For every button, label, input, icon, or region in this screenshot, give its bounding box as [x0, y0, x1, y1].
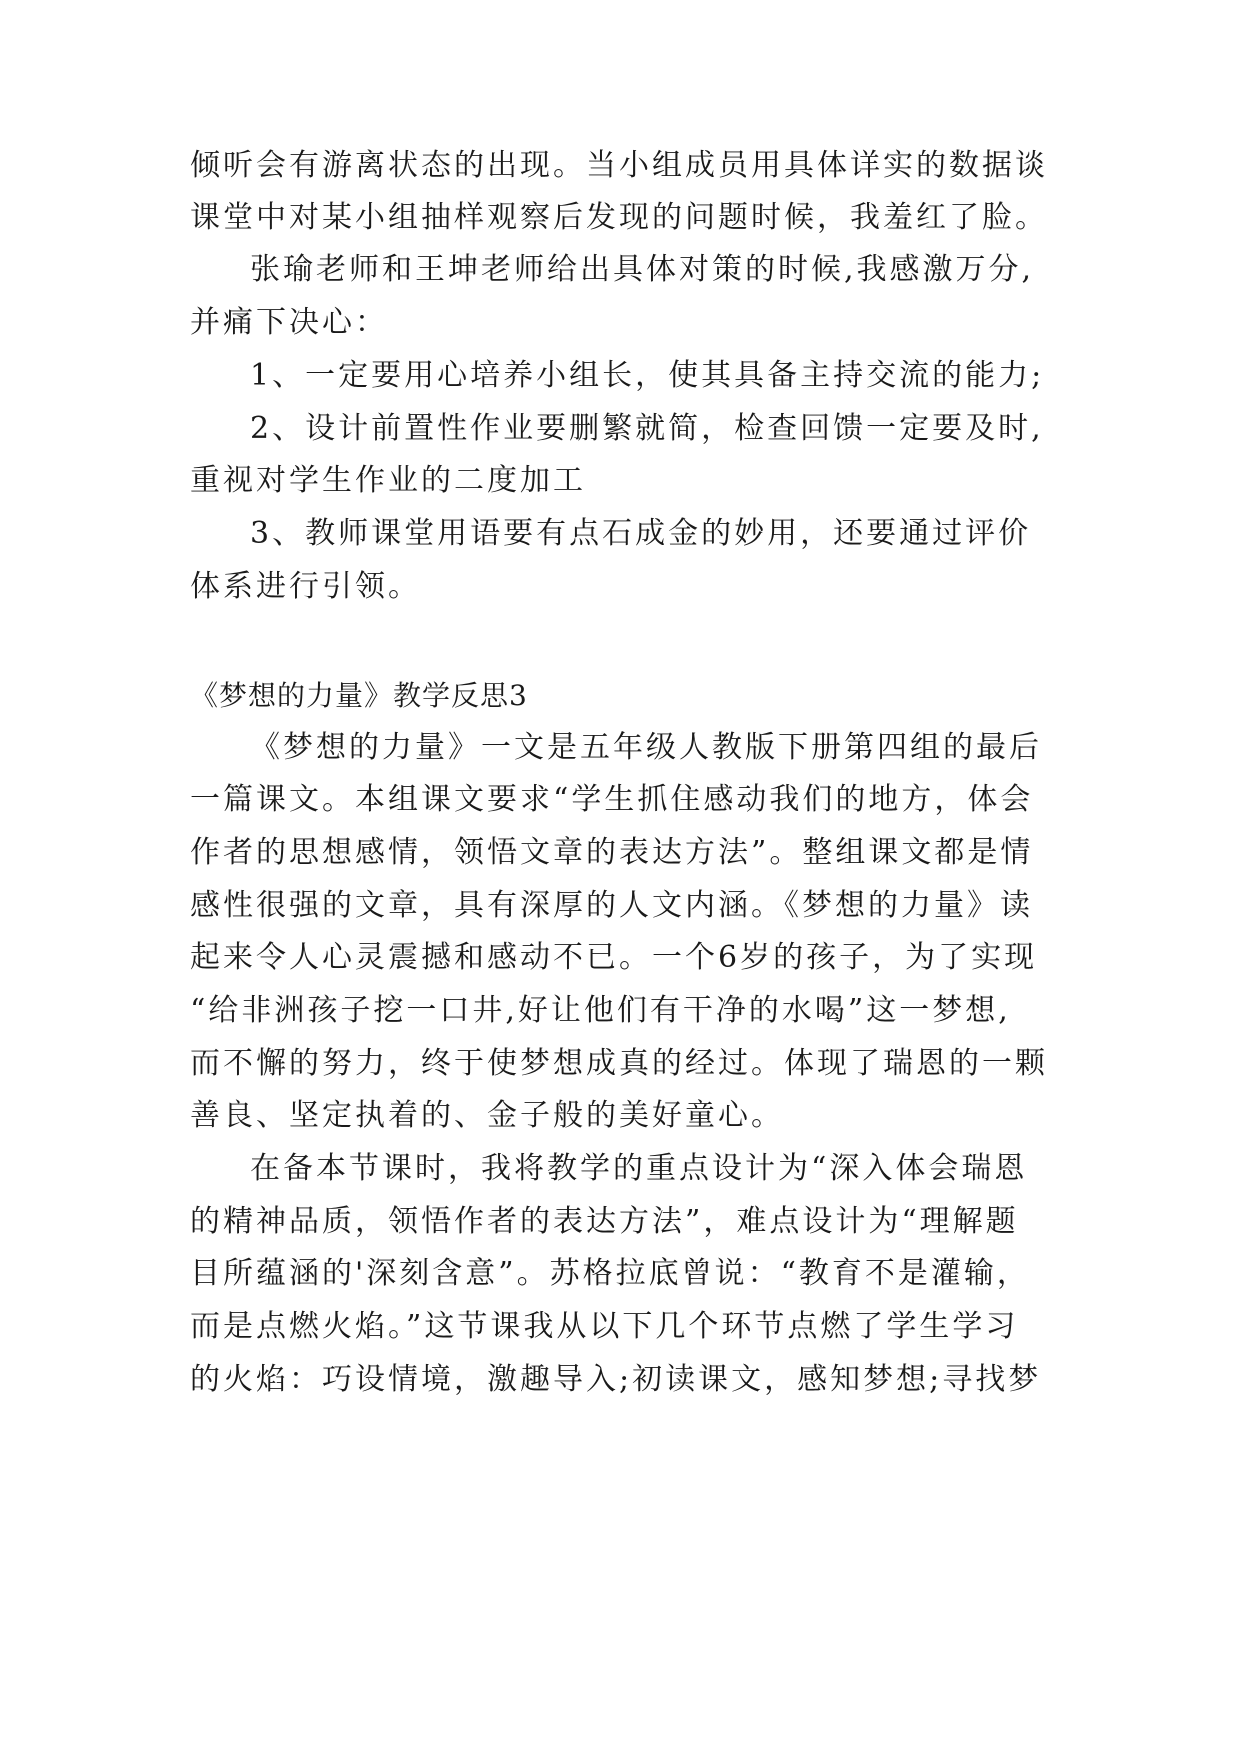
paragraph-line: 《梦想的力量》一文是五年级人教版下册第四组的最后 — [250, 730, 1042, 765]
paragraph-line: 张瑜老师和王坤老师给出具体对策的时候,我感激万分, — [250, 252, 1035, 287]
list-item-2: 2、设计前置性作业要删繁就简，检查回馈一定要及时, — [250, 411, 1044, 446]
paragraph-line: 的精神品质，领悟作者的表达方法”，难点设计为“理解题 — [190, 1204, 1019, 1239]
paragraph-line: 目所蕴涵的'深刻含意”。苏格拉底曾说：“教育不是灌输， — [190, 1256, 1030, 1291]
paragraph-line: 课堂中对某小组抽样观察后发现的问题时候，我羞红了脸。 — [190, 200, 1048, 235]
list-item-1: 1、一定要用心培养小组长，使其具备主持交流的能力; — [250, 358, 1045, 393]
paragraph-line: 的火焰：巧设情境，激趣导入;初读课文，感知梦想;寻找梦 — [190, 1362, 1042, 1397]
paragraph-line: 一篇课文。本组课文要求“学生抓住感动我们的地方，体会 — [190, 782, 1034, 817]
paragraph-line: 感性很强的文章，具有深厚的人文内涵。《梦想的力量》读 — [190, 888, 1033, 923]
paragraph-line: 重视对学生作业的二度加工 — [190, 463, 586, 498]
paragraph-line: 起来令人心灵震撼和感动不已。一个6岁的孩子，为了实现 — [190, 940, 1038, 975]
paragraph-line: 在备本节课时，我将教学的重点设计为“深入体会瑞恩 — [250, 1151, 1028, 1186]
paragraph-line: 善良、坚定执着的、金子般的美好童心。 — [190, 1098, 784, 1133]
paragraph-line: 作者的思想感情，领悟文章的表达方法”。整组课文都是情 — [190, 835, 1034, 870]
section-title: 《梦想的力量》教学反思3 — [190, 679, 528, 712]
paragraph-line: 并痛下决心： — [190, 305, 388, 340]
paragraph-line: 体系进行引领。 — [190, 569, 421, 604]
list-item-3: 3、教师课堂用语要有点石成金的妙用，还要通过评价 — [250, 516, 1032, 551]
paragraph-line: 倾听会有游离状态的出现。当小组成员用具体详实的数据谈 — [190, 148, 1048, 183]
paragraph-line: 而不懈的努力，终于使梦想成真的经过。体现了瑞恩的一颗 — [190, 1046, 1048, 1081]
paragraph-line: 而是点燃火焰。”这节课我从以下几个环节点燃了学生学习 — [190, 1309, 1019, 1344]
paragraph-line: “给非洲孩子挖一口井,好让他们有干净的水喝”这一梦想, — [190, 993, 1011, 1028]
